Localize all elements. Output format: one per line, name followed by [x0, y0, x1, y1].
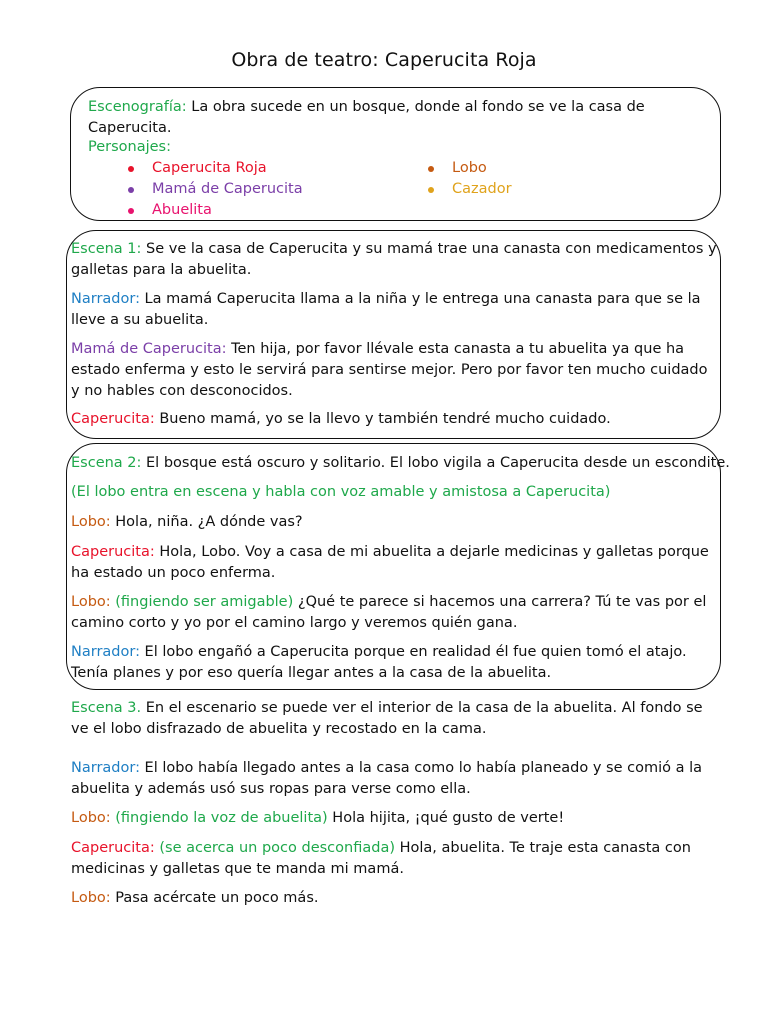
speaker-mama: Mamá de Caperucita:: [71, 341, 227, 357]
escenografia-paragraph: [88, 97, 688, 139]
speaker-caperucita: Caperucita:: [71, 411, 155, 427]
line-text: Ten hija, por favor llévale esta canasta a tu abuelita ya que ha estado enferma y esto le servirá para sentirse mejor. Pero por favor ten mucho cuidado y no hables con desconocidos.: [71, 341, 708, 399]
speaker-caperucita: Caperucita:: [71, 544, 155, 560]
speaker-lobo: Lobo:: [71, 810, 111, 826]
speaker-caperucita: Caperucita:: [71, 840, 155, 856]
speaker-lobo: Lobo:: [71, 594, 111, 610]
line-text: La mamá Caperucita llama a la niña y le entrega una canasta para que se la lleve a su abuelita.: [71, 291, 701, 328]
scene1-line-narrador: [71, 289, 717, 331]
line-text: El lobo había llegado antes a la casa como lo había planeado y se comió a la abuelita y además usó sus ropas para verse como ella.: [71, 760, 702, 797]
scene2-line-caperucita: [71, 542, 717, 584]
scene3-line-caperucita: [71, 838, 717, 880]
line-text: Pasa acércate un poco más.: [110, 890, 319, 906]
scene1-line-mama: [71, 339, 717, 402]
scene2-description: [71, 453, 730, 474]
stage-aside: (fingiendo la voz de abuelita): [110, 810, 328, 826]
scene2-line-lobo-1: [71, 512, 717, 533]
character-abuelita: Abuelita: [126, 200, 303, 221]
scene1-label: Escena 1:: [71, 241, 142, 257]
scene2-line-narrador: [71, 642, 717, 684]
line-text: Hola, abuelita. Te traje esta canasta con medicinas y galletas que te manda mi mamá.: [71, 840, 691, 877]
speaker-lobo: Lobo:: [71, 890, 111, 906]
speaker-narrador: Narrador:: [71, 644, 140, 660]
scene2-label: Escena 2:: [71, 455, 142, 471]
line-text: Bueno mamá, yo se la llevo y también tendré mucho cuidado.: [154, 411, 611, 427]
scene3-text: En el escenario se puede ver el interior de la casa de la abuelita. Al fondo se ve el lobo disfrazado de abuelita y recostado en la cama.: [71, 700, 703, 737]
scene1-description: [71, 239, 717, 281]
escenografia-text: La obra sucede en un bosque, donde al fondo se ve la casa de Caperucita.: [88, 99, 645, 136]
page-title: Obra de teatro: Caperucita Roja: [231, 49, 537, 71]
stage-aside: (fingiendo ser amigable): [110, 594, 294, 610]
characters-list-left: [126, 158, 303, 221]
speaker-narrador: Narrador:: [71, 760, 140, 776]
stage-aside: (se acerca un poco desconfiada): [154, 840, 395, 856]
scene3-description: [71, 698, 717, 740]
scene1-line-caperucita: [71, 409, 717, 430]
character-cazador: Cazador: [426, 179, 512, 200]
line-text: Hola hijita, ¡qué gusto de verte!: [327, 810, 565, 826]
line-text: Hola, Lobo. Voy a casa de mi abuelita a dejarle medicinas y galletas porque ha estado un poco enferma.: [71, 544, 709, 581]
escenografia-label: Escenografía:: [88, 99, 187, 115]
scene3-line-narrador: [71, 758, 717, 800]
scene3-line-lobo-1: [71, 808, 717, 829]
line-text: ¿Qué te parece si hacemos una carrera? Tú te vas por el camino corto y yo por el camino largo y veremos quién gana.: [71, 594, 707, 631]
character-mama: Mamá de Caperucita: [126, 179, 303, 200]
scene2-line-lobo-2: [71, 592, 717, 634]
scene3-label: Escena 3.: [71, 700, 142, 716]
scene1-text: Se ve la casa de Caperucita y su mamá trae una canasta con medicamentos y galletas para la abuelita.: [71, 241, 717, 278]
character-caperucita: Caperucita Roja: [126, 158, 303, 179]
characters-list-right: [426, 158, 512, 200]
personajes-label: Personajes:: [88, 139, 171, 155]
line-text: Hola, niña. ¿A dónde vas?: [110, 514, 303, 530]
character-lobo: Lobo: [426, 158, 512, 179]
scene3-line-lobo-2: [71, 888, 717, 909]
scene2-stage-direction: (El lobo entra en escena y habla con voz amable y amistosa a Caperucita): [71, 484, 611, 500]
speaker-narrador: Narrador:: [71, 291, 140, 307]
scene2-text: El bosque está oscuro y solitario. El lobo vigila a Caperucita desde un escondite.: [141, 455, 730, 471]
speaker-lobo: Lobo:: [71, 514, 111, 530]
line-text: El lobo engañó a Caperucita porque en realidad él fue quien tomó el atajo. Tenía planes y por eso quería llegar antes a la casa de la abuelita.: [71, 644, 687, 681]
